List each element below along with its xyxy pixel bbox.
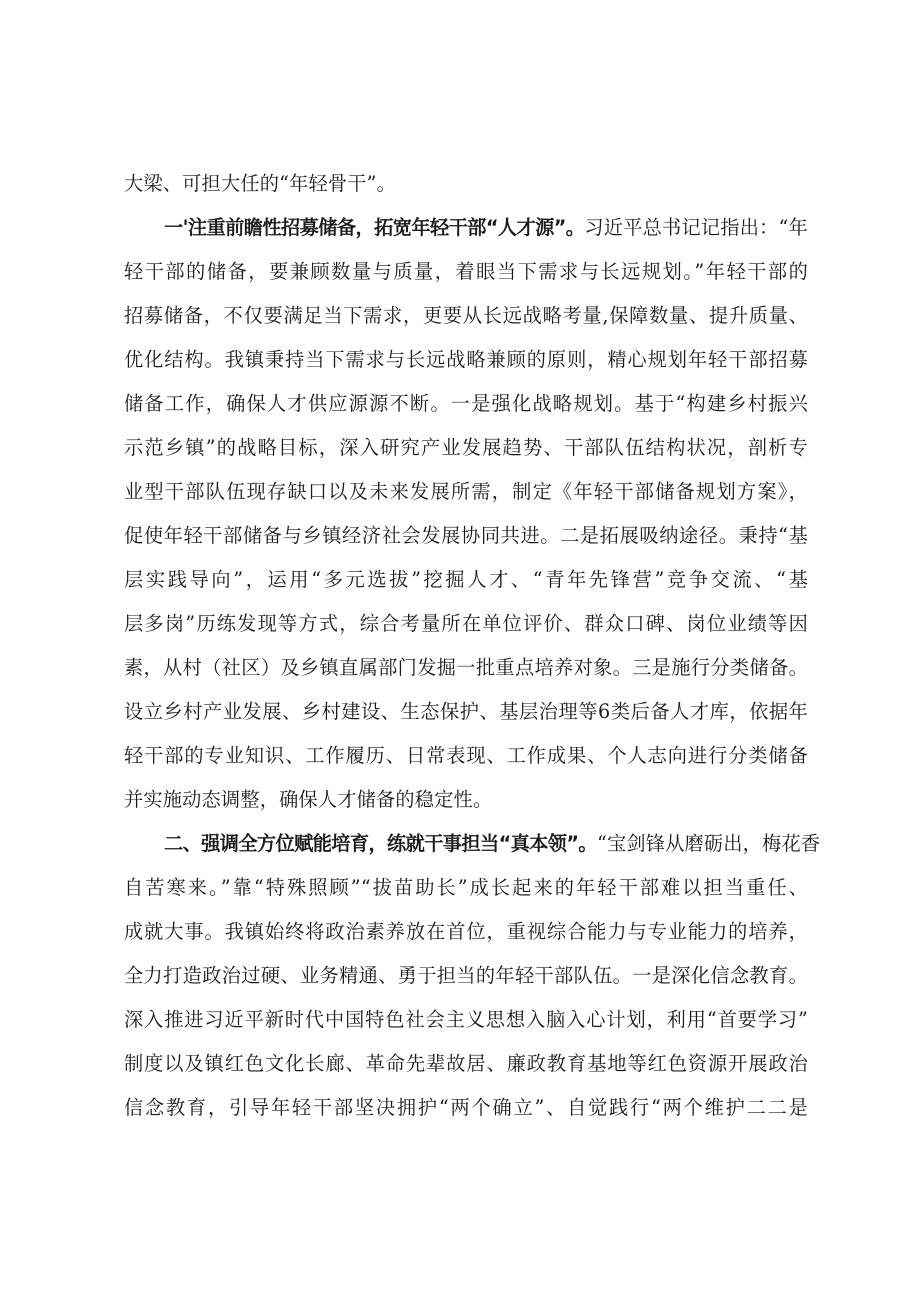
- paragraph-line: 优化结构。我镇秉持当下需求与长远战略兼顾的原则，精心规划年轻干部招募: [124, 348, 808, 371]
- paragraph-line: 信念教育，引导年轻干部坚决拥护“两个确立”、自觉践行“两个维护二二是: [124, 1096, 808, 1119]
- paragraph-line: 储备工作，确保人才供应源源不断。一是强化战略规划。基于“构建乡村振兴: [124, 392, 808, 415]
- paragraph-line: 示范乡镇”的战略目标，深入研究产业发展趋势、干部队伍结构状况，剖析专: [124, 436, 808, 459]
- paragraph-line: 设立乡村产业发展、乡村建设、生态保护、基层治理等6类后备人才库，依据年: [124, 700, 808, 723]
- paragraph-line: 层多岗”历练发现等方式，综合考量所在单位评价、群众口碑、岗位业绩等因: [124, 612, 808, 635]
- paragraph-line: 并实施动态调整，确保人才储备的稳定性。: [124, 788, 493, 811]
- paragraph-line: 轻干部的储备，要兼顾数量与质量，着眼当下需求与长远规划。”年轻干部的: [124, 260, 808, 283]
- paragraph-line: 大梁、可担大任的“年轻骨干”。: [124, 172, 397, 195]
- paragraph-line: 促使年轻干部储备与乡镇经济社会发展协同共进。二是拓展吸纳途径。秉持“基: [124, 524, 808, 547]
- section-2-first-line: [164, 832, 821, 856]
- paragraph-line: 轻干部的专业知识、工作履历、日常表现、工作成果、个人志向进行分类储备: [124, 744, 808, 767]
- paragraph-line: 全力打造政治过硬、业务精通、勇于担当的年轻干部队伍。一是深化信念教育。: [124, 964, 808, 987]
- paragraph-line: 成就大事。我镇始终将政治素养放在首位，重视综合能力与专业能力的培养，: [124, 920, 808, 943]
- paragraph-line: 自苦寒来。”靠“特殊照顾”“拔苗助长”成长起来的年轻干部难以担当重任、: [124, 876, 808, 899]
- paragraph-line: 招募储备，不仅要满足当下需求，更要从长远战略考量,保障数量、提升质量、: [124, 304, 808, 327]
- section-2-lead: “宝剑锋从磨砺出，梅花香: [596, 832, 821, 855]
- paragraph-line: 业型干部队伍现存缺口以及未来发展所需，制定《年轻干部储备规划方案》，: [124, 480, 808, 503]
- section-1-first-line: [164, 216, 808, 240]
- section-1-lead: 习近平总书记记指出：“年: [584, 216, 808, 239]
- paragraph-line: 素，从村（社区）及乡镇直属部门发掘一批重点培养对象。三是施行分类储备。: [124, 656, 808, 679]
- paragraph-line: 深入推进习近平新时代中国特色社会主义思想入脑入心计划，利用“首要学习”: [124, 1008, 808, 1031]
- paragraph-line: 制度以及镇红色文化长廊、革命先辈故居、廉政教育基地等红色资源开展政治: [124, 1052, 808, 1075]
- section-2-heading: 二、强调全方位赋能培育，练就干事担当“真本领”。: [164, 832, 597, 855]
- section-1-heading: 一'注重前瞻性招募储备，拓宽年轻干部“人才源”。: [164, 216, 585, 239]
- paragraph-line: 层实践导向”，运用“多元选拔”挖掘人才、“青年先锋营”竞争交流、“基: [124, 568, 808, 591]
